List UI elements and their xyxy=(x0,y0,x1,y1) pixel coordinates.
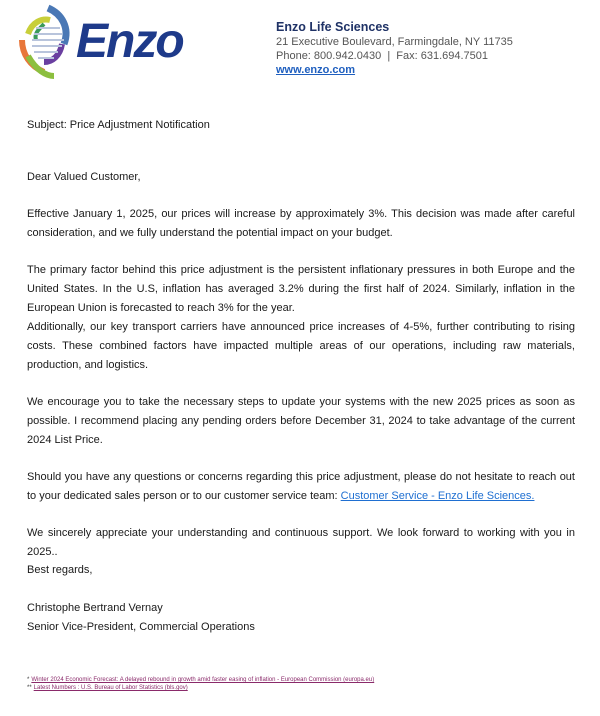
footnote-1 xyxy=(27,676,374,684)
paragraph-transport: Additionally, our key transport carriers have announced price increases of 4-5%, further contributing to rising costs. These combined factors have impacted multiple areas of our operations, including raw materials, production, and logistics. xyxy=(27,321,575,371)
logo-wordmark: Enzo xyxy=(76,15,183,68)
customer-service-link[interactable]: Customer Service - Enzo Life Sciences. xyxy=(340,490,535,502)
footnote-link-eu-forecast[interactable]: Winter 2024 Economic Forecast: A delayed rebound in growth amid faster easing of inflation - European Commission (europa.eu) xyxy=(31,677,375,683)
paragraph-questions xyxy=(27,468,575,506)
paragraph-price-increase: Effective January 1, 2025, our prices will increase by approximately 3%. This decision was made after careful consideration, and we fully understand the potential impact on your budget. xyxy=(27,208,575,239)
greeting: Dear Valued Customer, xyxy=(27,171,141,183)
paragraph-update-systems: We encourage you to take the necessary steps to update your systems with the new 2025 prices as soon as possible. I recommend placing any pending orders before December 31, 2024 to take advantage of the current 2024 List Price. xyxy=(27,396,575,446)
closing: Best regards, xyxy=(27,564,93,576)
footnote-mark: ** xyxy=(27,685,32,691)
footnotes xyxy=(27,676,374,692)
company-name: Enzo Life Sciences xyxy=(276,20,390,34)
enzo-logo xyxy=(14,4,184,82)
questions-text: Should you have any questions or concerns regarding this price adjustment, please do not hesitate to reach out to your dedicated sales person or to our customer service team: xyxy=(27,471,575,502)
paragraph-inflation: The primary factor behind this price adjustment is the persistent inflationary pressures in both Europe and the United States. In the U.S, inflation has averaged 3.2% during the first half of 2024. Similarly, inflation in the European Union is forecasted to reach 3% for the year. xyxy=(27,264,575,314)
footnote-link-bls[interactable]: Latest Numbers : U.S. Bureau of Labor Statistics (bls.gov) xyxy=(33,685,188,691)
footnote-mark: * xyxy=(27,677,30,683)
company-address: 21 Executive Boulevard, Farmingdale, NY 11735 xyxy=(276,36,513,48)
letterhead xyxy=(276,20,513,77)
signer-title: Senior Vice-President, Commercial Operations xyxy=(27,621,255,633)
footnote-2 xyxy=(27,684,374,692)
dna-helix-icon xyxy=(14,4,84,82)
paragraph-appreciation: We sincerely appreciate your understanding and continuous support. We look forward to working with you in 2025.. xyxy=(27,527,575,558)
company-phone-fax: Phone: 800.942.0430 | Fax: 631.694.7501 xyxy=(276,50,489,62)
subject-line: Subject: Price Adjustment Notification xyxy=(27,119,210,131)
signer-name: Christophe Bertrand Vernay xyxy=(27,602,163,614)
website-link[interactable]: www.enzo.com xyxy=(276,64,356,76)
